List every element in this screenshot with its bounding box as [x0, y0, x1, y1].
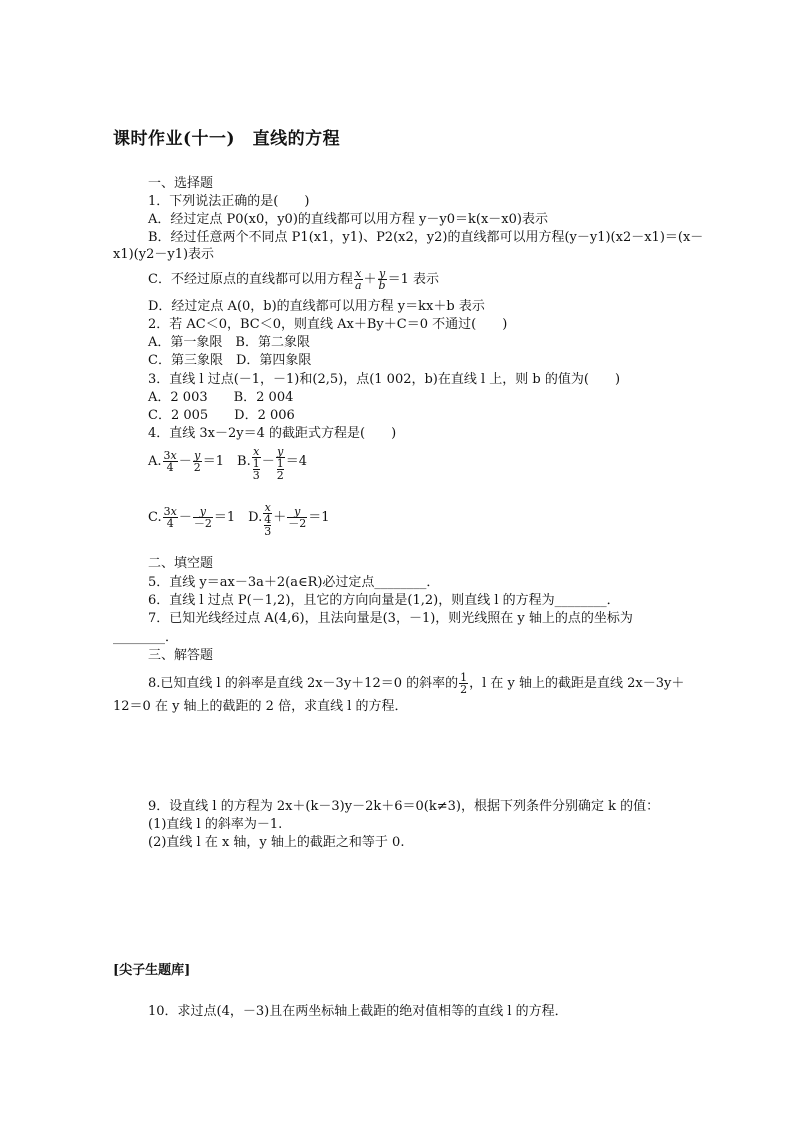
q1-option-b-line1: B．经过任意两个不同点 P1(x1，y1)、P2(x2，y2)的直线都可以用方程(y－y1)(x2－x1)＝(x－ — [148, 230, 704, 245]
q4-stem: 4．直线 3x－2y＝4 的截距式方程是( ) — [148, 426, 397, 441]
q1-option-a: A．经过定点 P0(x0，y0)的直线都可以用方程 y－y0＝k(x－x0)表示 — [148, 212, 548, 227]
q1-option-b-line2: x1)(y2－y1)表示 — [113, 247, 215, 262]
q1-option-d: D．经过定点 A(0，b)的直线都可以用方程 y＝kx＋b 表示 — [148, 299, 485, 314]
q3-options-cd: C．2 005 D．2 006 — [148, 408, 295, 423]
fraction-one-half: $\frac{1}{2}$ — [460, 671, 468, 696]
section-heading-fill: 二、填空题 — [148, 556, 214, 571]
q8-line1 — [148, 672, 684, 695]
q2-stem: 2．若 AC＜0，BC＜0，则直线 Ax＋By＋C＝0 不通过( ) — [148, 317, 508, 332]
q10: 10．求过点(4，－3)且在两坐标轴上截距的绝对值相等的直线 l 的方程． — [148, 1004, 568, 1019]
q9-part1: (1)直线 l 的斜率为－1. — [148, 817, 283, 832]
q6: 6．直线 l 过点 P(－1,2)，且它的方向向量是(1,2)，则直线 l 的方程为________． — [148, 593, 620, 608]
section-heading-advanced: [尖子生题库] — [113, 963, 191, 978]
q1-stem: 1．下列说法正确的是( ) — [148, 194, 310, 209]
q7-line2: ________． — [113, 630, 179, 645]
q3-options-ab: A．2 003 B．2 004 — [148, 390, 294, 405]
q9-part2: (2)直线 l 在 x 轴，y 轴上的截距之和等于 0. — [148, 835, 405, 850]
fraction-y-over-b: $\frac{y}{b}$ — [378, 267, 386, 292]
q4-options-cd: C. $\frac{3x}{4}$ － $\frac{y}{-2}$ ＝1 D. x 4 3 ＋ $\frac{y}{-2}$ ＝1 — [148, 501, 330, 538]
q5: 5．直线 y＝ax－3a＋2(a∈R)必过定点________． — [148, 575, 440, 590]
fraction-x-over-a: $\frac{x}{a}$ — [354, 267, 362, 292]
section-heading-choice: 一、选择题 — [148, 176, 214, 191]
q2-options-cd: C．第三象限 D．第四象限 — [148, 353, 312, 368]
q9-line1: 9．设直线 l 的方程为 2x＋(k－3)y－2k＋6＝0(k≠3)，根据下列条件分别确定 k 的值： — [148, 799, 660, 814]
q8-line1-a: 8.已知直线 l 的斜率是直线 2x－3y＋12＝0 的斜率的 — [148, 676, 459, 691]
q8-line1-b: ，l 在 y 轴上的截距是直线 2x－3y＋ — [469, 676, 685, 691]
q7-line1: 7．已知光线经过点 A(4,6)，且法向量是(3，－1)，则光线照在 y 轴上的点的坐标为 — [148, 611, 633, 626]
q3-stem: 3．直线 l 过点(－1，－1)和(2,5)，点(1 002，b)在直线 l 上，则 b 的值为( ) — [148, 372, 621, 387]
q1-option-c-post: ＝1 表示 — [387, 272, 439, 287]
q1-option-c-pre: C．不经过原点的直线都可以用方程 — [148, 272, 353, 287]
section-heading-answer: 三、解答题 — [148, 648, 214, 663]
page-title: 课时作业(十一) 直线的方程 — [113, 129, 341, 149]
q2-options-ab: A．第一象限 B．第二象限 — [148, 335, 310, 350]
q4-options-ab: A. $\frac{3x}{4}$ － $\frac{y}{2}$ ＝1 B. x 1 3 － y 1 2 ＝4 — [148, 445, 308, 482]
q8-line2: 12＝0 在 y 轴上的截距的 2 倍，求直线 l 的方程． — [113, 699, 408, 714]
q1-option-c: C．不经过原点的直线都可以用方程 $\frac{x}{a}$ ＋ $\frac{y}{b}$ ＝1 表示 — [148, 267, 439, 292]
